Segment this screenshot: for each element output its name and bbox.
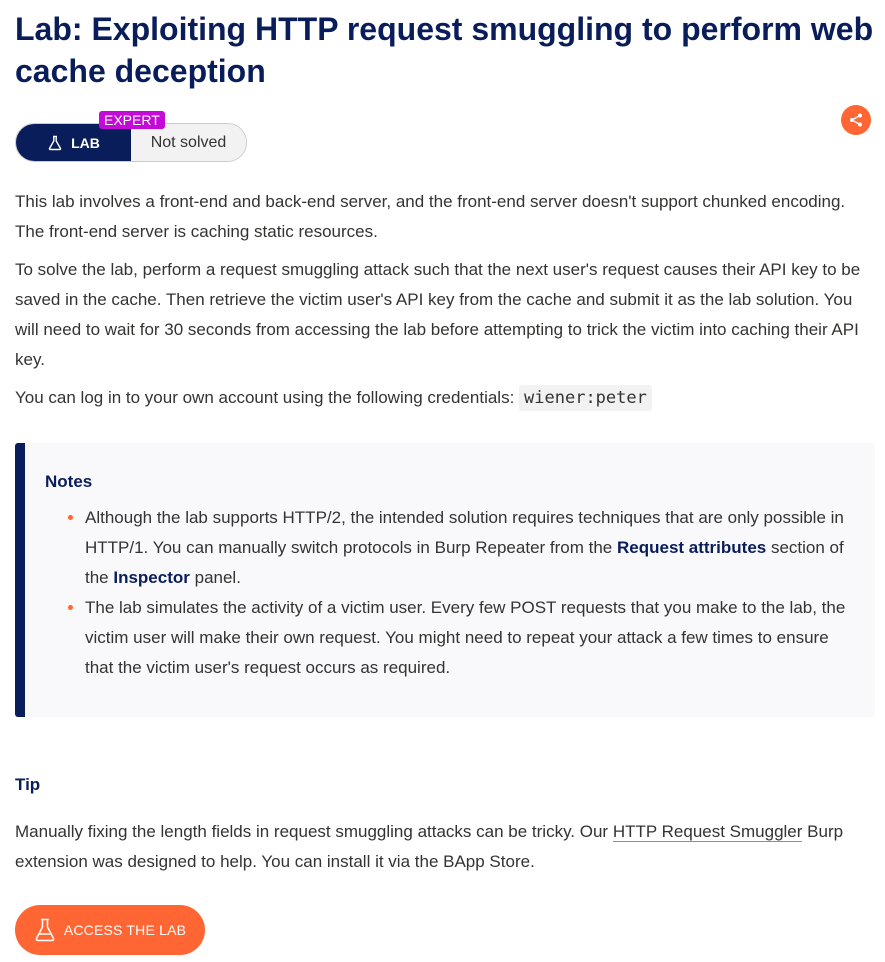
tip-text-a: Manually fixing the length fields in request smuggling attacks can be tricky. Our <box>15 822 613 841</box>
share-button[interactable] <box>841 105 871 135</box>
access-lab-button[interactable] <box>15 905 205 955</box>
lab-type-label <box>16 124 131 161</box>
inspector-term: Inspector <box>113 568 190 587</box>
notes-item-1 <box>85 503 855 593</box>
tip-text-b: Burp extension was designed to help. You can install it via the BApp Store. <box>15 822 844 871</box>
lab-description <box>15 187 875 421</box>
notes-title: Notes <box>45 472 93 491</box>
credentials-code: wiener:peter <box>519 385 652 411</box>
http-request-smuggler-link[interactable]: HTTP Request Smuggler <box>612 822 803 841</box>
notes-item-1-text-b: section of the <box>85 538 844 587</box>
notes-item-1-text-a: Although the lab supports HTTP/2, the intended solution requires techniques that are only possible in HTTP/1. You can manually switch protocols in Burp Repeater from the <box>85 508 844 557</box>
access-lab-label: ACCESS THE LAB <box>63 922 187 938</box>
credentials-paragraph <box>15 383 875 413</box>
description-paragraph-2: To solve the lab, perform a request smuggling attack such that the next user's request causes their API key to be saved in the cache. Then retrieve the victim user's API key from the cache and submit it as the lab solution. You will need to wait for 30 seconds from accessing the lab before attempting to trick the victim into caching their API key. <box>15 260 861 369</box>
description-paragraph-1: This lab involves a front-end and back-end server, and the front-end server doesn't support chunked encoding. The front-end server is caching static resources. <box>15 192 846 241</box>
credentials-intro: You can log in to your own account using the following credentials: <box>15 388 520 407</box>
notes-item-2: • The lab simulates the activity of a victim user. Every few POST requests that you make to the lab, the victim user will make their own request. You might need to repeat your attack a few times to ensure that the victim user's request occurs as required. <box>85 593 855 683</box>
tip-title: Tip <box>15 775 41 794</box>
flask-icon <box>47 135 63 151</box>
share-icon <box>848 112 864 128</box>
page-title: Lab: Exploiting HTTP request smuggling to perform web cache deception <box>15 11 874 89</box>
notes-item-1-text-c: panel. <box>189 568 241 587</box>
lab-badge <box>15 112 247 162</box>
lab-status: Not solved <box>131 124 246 161</box>
lab-badge-row <box>15 112 247 162</box>
notes-list <box>45 503 855 683</box>
flask-icon <box>34 918 56 942</box>
notes-box <box>15 443 875 717</box>
difficulty-tag: EXPERT <box>99 111 165 129</box>
request-attributes-term: Request attributes <box>616 538 767 557</box>
lab-type-text: LAB <box>71 134 100 151</box>
tip-text <box>15 817 875 877</box>
